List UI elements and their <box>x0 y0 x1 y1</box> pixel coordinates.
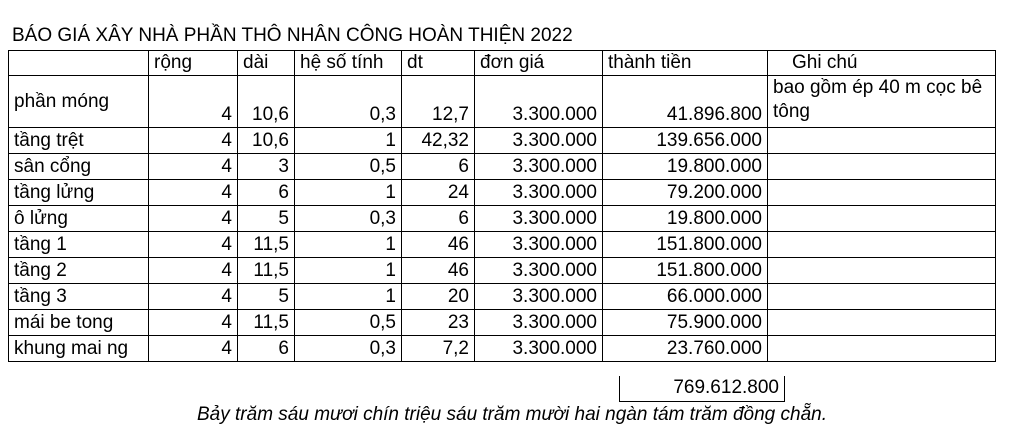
he-so-cell[interactable]: 1 <box>295 128 402 154</box>
rong-cell[interactable]: 4 <box>149 310 238 336</box>
don-gia-cell[interactable]: 3.300.000 <box>475 76 603 128</box>
ghi-chu-cell[interactable] <box>768 310 996 336</box>
thanh-tien-cell[interactable]: 151.800.000 <box>603 258 768 284</box>
rong-cell[interactable]: 4 <box>149 232 238 258</box>
dt-cell[interactable]: 23 <box>402 310 475 336</box>
header-cell-ghi-chu[interactable]: Ghi chú <box>768 51 996 76</box>
dai-cell[interactable]: 10,6 <box>238 76 295 128</box>
ghi-chu-cell[interactable] <box>768 284 996 310</box>
thanh-tien-cell[interactable]: 139.656.000 <box>603 128 768 154</box>
he-so-cell[interactable]: 1 <box>295 284 402 310</box>
rong-cell[interactable]: 4 <box>149 284 238 310</box>
header-cell-label[interactable] <box>9 51 149 76</box>
rong-cell[interactable]: 4 <box>149 258 238 284</box>
row-label-cell[interactable]: khung mai ng <box>9 336 149 362</box>
row-label-cell[interactable]: sân cổng <box>9 154 149 180</box>
thanh-tien-cell[interactable]: 41.896.800 <box>603 76 768 128</box>
dai-cell[interactable]: 11,5 <box>238 258 295 284</box>
he-so-cell[interactable]: 1 <box>295 258 402 284</box>
ghi-chu-cell[interactable] <box>768 154 996 180</box>
don-gia-cell[interactable]: 3.300.000 <box>475 128 603 154</box>
dt-cell[interactable]: 7,2 <box>402 336 475 362</box>
row-label-cell[interactable]: tầng 1 <box>9 232 149 258</box>
row-label-cell[interactable]: ô lửng <box>9 206 149 232</box>
dai-cell[interactable]: 6 <box>238 180 295 206</box>
ghi-chu-cell[interactable]: bao gồm ép 40 m cọc bê tông <box>768 76 996 128</box>
quote-table <box>8 50 996 362</box>
rong-cell[interactable]: 4 <box>149 76 238 128</box>
row-label-cell[interactable]: tầng lửng <box>9 180 149 206</box>
dai-cell[interactable]: 10,6 <box>238 128 295 154</box>
dai-cell[interactable]: 5 <box>238 284 295 310</box>
header-cell-dai[interactable]: dài <box>238 51 295 76</box>
he-so-cell[interactable]: 0,3 <box>295 336 402 362</box>
dai-cell[interactable]: 3 <box>238 154 295 180</box>
rong-cell[interactable]: 4 <box>149 180 238 206</box>
thanh-tien-cell[interactable]: 151.800.000 <box>603 232 768 258</box>
ghi-chu-cell[interactable] <box>768 128 996 154</box>
don-gia-cell[interactable]: 3.300.000 <box>475 258 603 284</box>
total-cell[interactable]: 769.612.800 <box>619 376 785 402</box>
header-cell-rong[interactable]: rộng <box>149 51 238 76</box>
rong-cell[interactable]: 4 <box>149 154 238 180</box>
don-gia-cell[interactable]: 3.300.000 <box>475 284 603 310</box>
don-gia-cell[interactable]: 3.300.000 <box>475 310 603 336</box>
rong-cell[interactable]: 4 <box>149 336 238 362</box>
ghi-chu-cell[interactable] <box>768 180 996 206</box>
rong-cell[interactable]: 4 <box>149 128 238 154</box>
header-cell-he-so[interactable]: hệ số tính <box>295 51 402 76</box>
dai-cell[interactable]: 11,5 <box>238 232 295 258</box>
dt-cell[interactable]: 6 <box>402 154 475 180</box>
he-so-cell[interactable]: 1 <box>295 232 402 258</box>
he-so-cell[interactable]: 0,3 <box>295 206 402 232</box>
dai-cell[interactable]: 11,5 <box>238 310 295 336</box>
sheet-title[interactable]: BÁO GIÁ XÂY NHÀ PHẦN THÔ NHÂN CÔNG HOÀN THIỆN 2022 <box>12 25 573 46</box>
don-gia-cell[interactable]: 3.300.000 <box>475 180 603 206</box>
dt-cell[interactable]: 12,7 <box>402 76 475 128</box>
he-so-cell[interactable]: 0,3 <box>295 76 402 128</box>
row-label-cell[interactable]: mái be tong <box>9 310 149 336</box>
he-so-cell[interactable]: 1 <box>295 180 402 206</box>
dt-cell[interactable]: 42,32 <box>402 128 475 154</box>
row-label-cell[interactable]: tầng 2 <box>9 258 149 284</box>
dt-cell[interactable]: 6 <box>402 206 475 232</box>
thanh-tien-cell[interactable]: 19.800.000 <box>603 206 768 232</box>
row-label-cell[interactable]: phần móng <box>9 76 149 128</box>
he-so-cell[interactable]: 0,5 <box>295 154 402 180</box>
ghi-chu-cell[interactable] <box>768 206 996 232</box>
dt-cell[interactable]: 24 <box>402 180 475 206</box>
dai-cell[interactable]: 5 <box>238 206 295 232</box>
ghi-chu-cell[interactable] <box>768 232 996 258</box>
dt-cell[interactable]: 46 <box>402 258 475 284</box>
total-in-words[interactable]: Bảy trăm sáu mươi chín triệu sáu trăm mười hai ngàn tám trăm đồng chẵn. <box>197 404 827 425</box>
row-label-cell[interactable]: tầng trệt <box>9 128 149 154</box>
header-cell-dt[interactable]: dt <box>402 51 475 76</box>
thanh-tien-cell[interactable]: 23.760.000 <box>603 336 768 362</box>
total-row <box>8 376 1008 402</box>
dt-cell[interactable]: 46 <box>402 232 475 258</box>
dai-cell[interactable]: 6 <box>238 336 295 362</box>
thanh-tien-cell[interactable]: 79.200.000 <box>603 180 768 206</box>
thanh-tien-cell[interactable]: 66.000.000 <box>603 284 768 310</box>
he-so-cell[interactable]: 0,5 <box>295 310 402 336</box>
rong-cell[interactable]: 4 <box>149 206 238 232</box>
don-gia-cell[interactable]: 3.300.000 <box>475 336 603 362</box>
header-cell-don-gia[interactable]: đơn giá <box>475 51 603 76</box>
don-gia-cell[interactable]: 3.300.000 <box>475 206 603 232</box>
don-gia-cell[interactable]: 3.300.000 <box>475 154 603 180</box>
don-gia-cell[interactable]: 3.300.000 <box>475 232 603 258</box>
dt-cell[interactable]: 20 <box>402 284 475 310</box>
ghi-chu-cell[interactable] <box>768 336 996 362</box>
row-label-cell[interactable]: tầng 3 <box>9 284 149 310</box>
thanh-tien-cell[interactable]: 19.800.000 <box>603 154 768 180</box>
header-cell-thanh-tien[interactable]: thành tiền <box>603 51 768 76</box>
ghi-chu-cell[interactable] <box>768 258 996 284</box>
thanh-tien-cell[interactable]: 75.900.000 <box>603 310 768 336</box>
